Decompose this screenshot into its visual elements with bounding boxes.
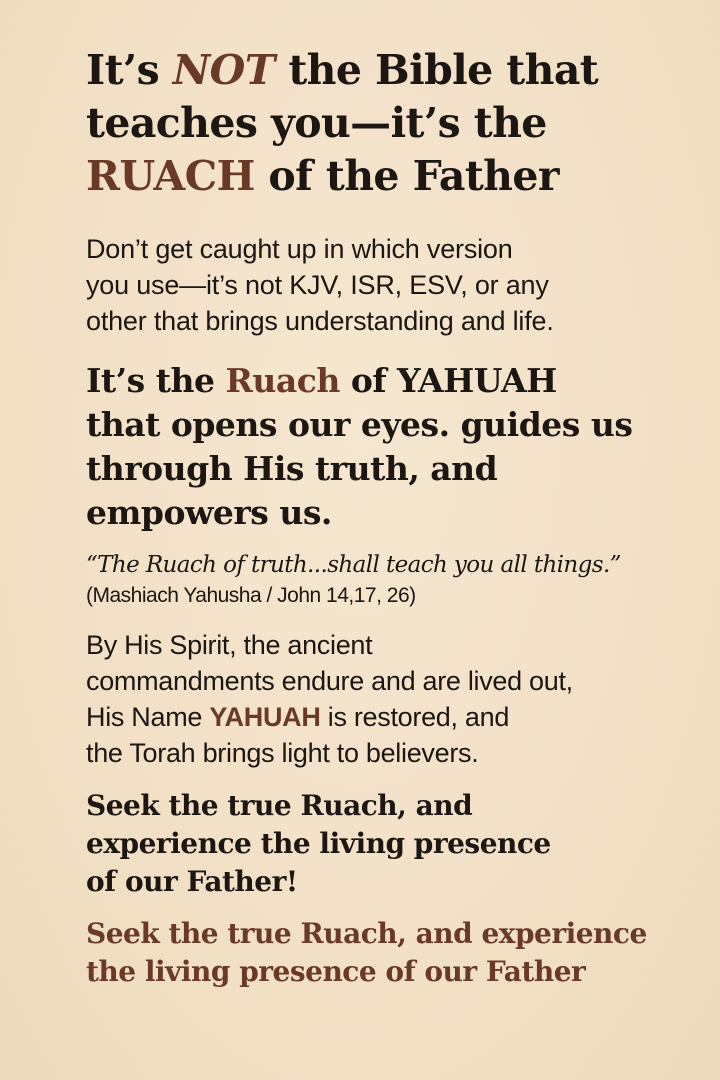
statement-text: It’s the — [86, 361, 226, 400]
spirit-text: is restored, and — [320, 702, 510, 732]
spirit-line-4: the Torah brings light to believers. — [86, 738, 479, 768]
headline-text: of the Father — [254, 152, 559, 200]
scripture-citation: (Mashiach Yahusha / John 14,17, 26) — [86, 584, 416, 607]
headline-ruach-emphasis: RUACH — [86, 152, 255, 200]
statement-line-2: that opens our eyes. guides us — [86, 405, 633, 444]
headline-line-2: teaches you—it’s the — [86, 99, 547, 147]
seek-line-3: of our Father! — [86, 865, 298, 898]
statement-ruach-emphasis: Ruach — [225, 361, 340, 400]
ruach-statement — [86, 359, 680, 535]
statement-line-4: empowers us. — [86, 493, 332, 532]
closing-paragraph — [86, 915, 680, 991]
spirit-line-1: By His Spirit, the ancient — [86, 630, 373, 660]
closing-line-1: Seek the true Ruach, and experience — [86, 917, 647, 950]
headline-line-3 — [86, 150, 680, 203]
scripture-quote: “The Ruach of truth...shall teach you all things.” — [86, 552, 621, 578]
headline — [86, 44, 680, 203]
closing-line-2: the living presence of our Father — [86, 955, 586, 988]
headline-line-1 — [86, 44, 680, 97]
spirit-line-3 — [86, 699, 680, 735]
statement-text: of YAHUAH — [339, 361, 557, 400]
intro-line-2: you use—it’s not KJV, ISR, ESV, or any — [86, 270, 549, 300]
intro-line-3: other that brings understanding and life. — [86, 306, 554, 336]
headline-not-emphasis: NOT — [172, 46, 275, 94]
intro-line-1: Don’t get caught up in which version — [86, 234, 513, 264]
headline-text: the Bible that — [274, 46, 599, 94]
intro-paragraph — [86, 231, 680, 339]
seek-line-2: experience the living presence — [86, 827, 551, 860]
spirit-yahuah-emphasis: YAHUAH — [209, 702, 321, 732]
seek-line-1: Seek the true Ruach, and — [86, 789, 473, 822]
spirit-paragraph — [86, 627, 680, 771]
statement-line-3: through His truth, and — [86, 449, 498, 488]
statement-line-1 — [86, 359, 680, 403]
headline-text: It’s — [86, 46, 173, 94]
spirit-line-2: commandments endure and are lived out, — [86, 666, 573, 696]
spirit-text: His Name — [86, 702, 210, 732]
seek-paragraph — [86, 787, 680, 901]
